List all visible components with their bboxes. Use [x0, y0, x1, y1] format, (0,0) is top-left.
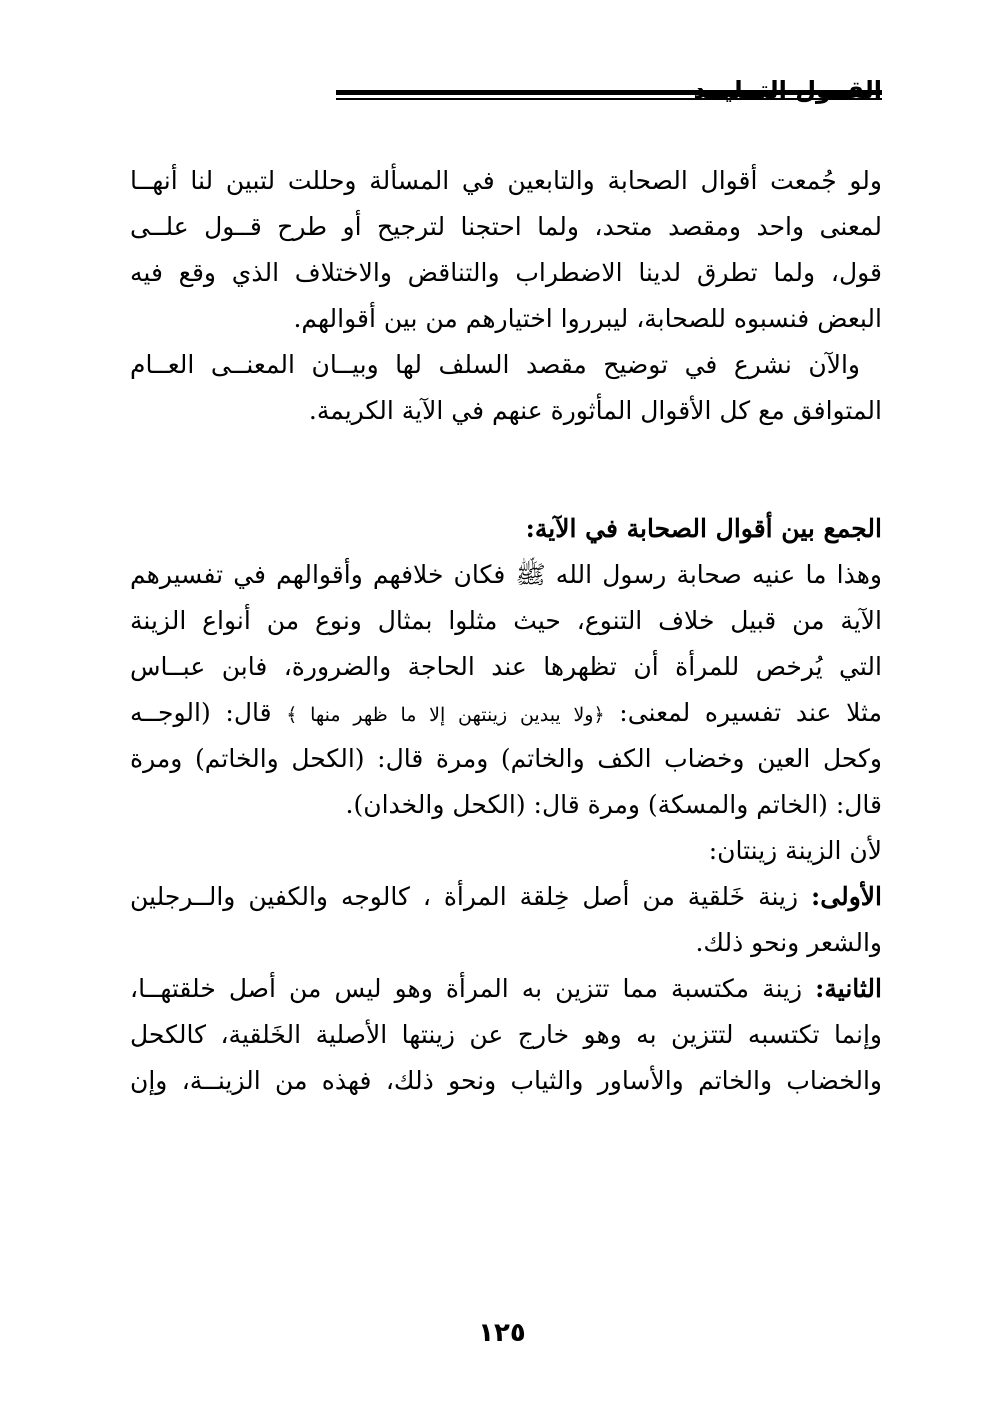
paragraph-3-line-4 — [130, 690, 882, 736]
paragraph-1-line-1: ولو جُمعت أقوال الصحابة والتابعين في المسألة وحللت لتبين لنا أنهــا — [130, 166, 882, 195]
second-item-line-3: والخضاب والخاتم والأساور والثياب ونحو ذلك، فهذه من الزينــة، وإن — [130, 1066, 882, 1095]
second-item-text: زينة مكتسبة مما تتزين به المرأة وهو ليس من أصل خلقتهــا، — [130, 974, 816, 1003]
section-heading: الجمع بين أقوال الصحابة في الآية: — [525, 514, 882, 543]
paragraph-3-line-5: وكحل العين وخضاب الكف والخاتم) ومرة قال: (الكحل والخاتم) ومرة — [130, 744, 882, 773]
paragraph-1-line-3: قول، ولما تطرق لدينا الاضطراب والتناقض والاختلاف الذي وقع فيه — [130, 258, 882, 287]
paragraph-2-line-1: والآن نشرع في توضيح مقصد السلف لها وبيــان المعنــى العــام — [130, 350, 860, 379]
second-item-line-2: وإنما تكتسبه لتتزين به وهو خارج عن زينتها الأصلية الخَلقية، كالكحل — [130, 1020, 882, 1049]
page-body — [130, 158, 882, 1104]
first-item-label: الأولى: — [811, 882, 882, 911]
paragraph-3-line-2: الآية من قبيل خلاف التنوع، حيث مثلوا بمثال ونوع من أنواع الزينة — [130, 606, 882, 635]
paragraph-3-line-4-before: مثلا عند تفسيره لمعنى: — [604, 698, 882, 727]
page-number: ١٢٥ — [478, 1318, 526, 1348]
paragraph-3-line-1: وهذا ما عنيه صحابة رسول الله ﷺ فكان خلافهم وأقوالهم في تفسيرهم — [130, 560, 882, 589]
paragraph-1-line-2: لمعنى واحد ومقصد متحد، ولما احتجنا لترجيح أو طرح قــول علــى — [130, 212, 882, 241]
paragraph-3-line-6: قال: (الخاتم والمسكة) ومرة قال: (الكحل والخدان). — [345, 790, 882, 819]
header-double-rule — [336, 90, 882, 100]
first-item-line-2: والشعر ونحو ذلك. — [695, 928, 882, 957]
first-item-text: زينة خَلقية من أصل خِلقة المرأة ، كالوجه والكفين والــرجلين — [130, 882, 812, 911]
second-item-line-1 — [130, 966, 882, 1012]
first-item-line-1 — [130, 874, 882, 920]
section-gap — [130, 434, 882, 506]
paragraph-4-line-1: لأن الزينة زينتان: — [708, 836, 882, 865]
header-rule-thin — [336, 98, 882, 100]
second-item-label: الثانية: — [815, 974, 882, 1003]
paragraph-1-line-4: البعض فنسبوه للصحابة، ليبرروا اختيارهم من بين أقوالهم. — [293, 304, 882, 333]
paragraph-2-line-2: المتوافق مع كل الأقوال المأثورة عنهم في الآية الكريمة. — [308, 396, 882, 425]
paragraph-3-line-3: التي يُرخص للمرأة أن تظهرها عند الحاجة والضرورة، فابن عبــاس — [130, 652, 882, 681]
header-rule-thick — [336, 90, 882, 95]
running-header — [130, 72, 882, 112]
paragraph-3-line-4-after: قال: (الوجــه — [130, 698, 287, 727]
quran-verse-quote: ﴿ولا يبدين زينتهن إلا ما ظهر منها ﴾ — [286, 704, 605, 726]
